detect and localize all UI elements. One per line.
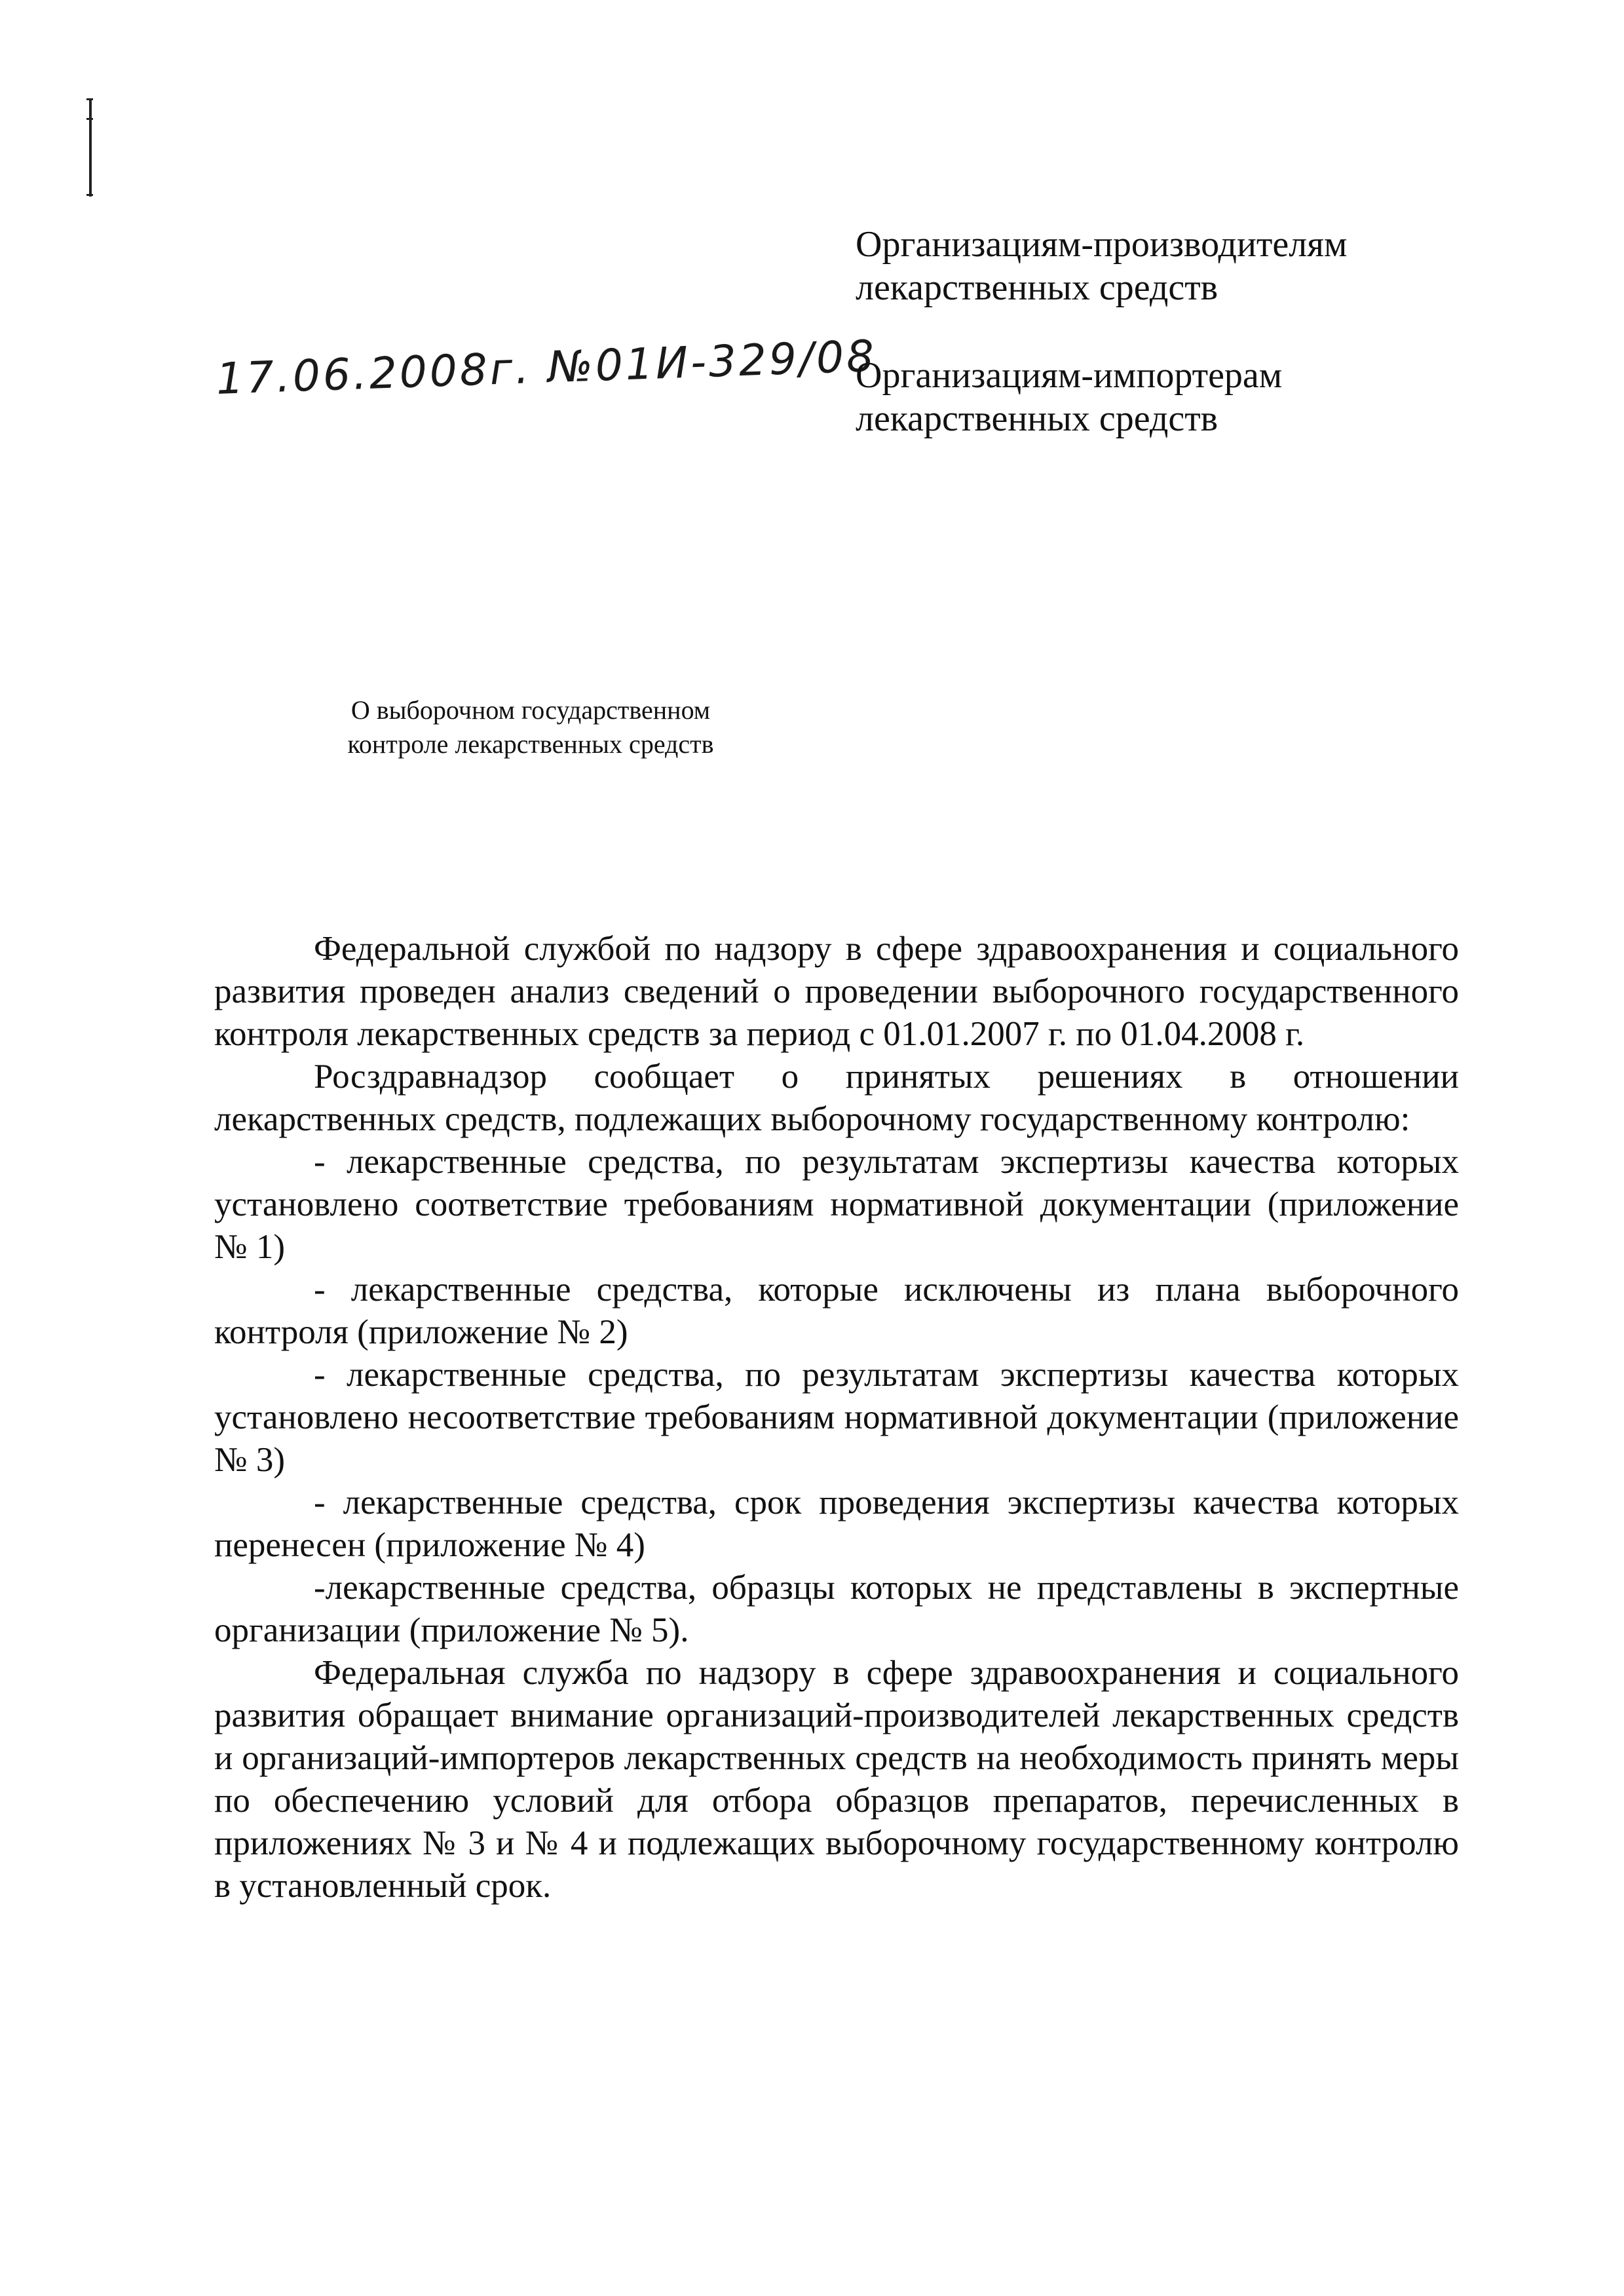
list-item-annex-5: -лекарственные средства, образцы которых не представлены в экспертные организации (приложение № 5). [214, 1569, 1459, 1649]
addressee-line: лекарственных средств [856, 267, 1218, 308]
list-item-annex-4: - лекарственные средства, срок проведения экспертизы качества которых перенесен (приложение № 4) [214, 1483, 1459, 1564]
body-paragraph-closing: Федеральная служба по надзору в сфере здравоохранения и социального развития обращает внимание организаций-производителей лекарственных средств и организаций-импортеров лекарственных средств на необходимость принять меры по обеспечению условий для отбора образцов препаратов, перечисленных в приложениях № 3 и № 4 и подлежащих выборочному государственному контролю в установленный срок. [214, 1654, 1459, 1905]
handwritten-reference-number: 17.06.2008г. №01И-329/08 [215, 330, 878, 404]
margin-binding-tick [86, 194, 93, 196]
subject-line: О выборочном государственном [350, 695, 711, 725]
subject-line: контроле лекарственных средств [347, 729, 714, 759]
list-item-annex-1: - лекарственные средства, по результатам экспертизы качества которых установлено соответствие требованиям нормативной документации (приложение № 1) [214, 1143, 1459, 1266]
addressee-line: Организациям-производителям [856, 224, 1348, 265]
addressee-importers [856, 354, 1445, 440]
margin-binding-mark [89, 98, 92, 197]
margin-binding-tick [86, 98, 93, 100]
body-paragraph-intro: Федеральной службой по надзору в сфере здравоохранения и социального развития проведен анализ сведений о проведении выборочного государственного контроля лекарственных средств за период с 01.01.2007 г. по 01.04.2008 г. [214, 930, 1459, 1053]
letter-body [214, 928, 1459, 1907]
letter-subject [282, 693, 780, 761]
addressee-line: Организациям-импортерам [856, 355, 1283, 396]
margin-binding-tick [86, 118, 93, 120]
addressee-manufacturers [856, 223, 1445, 309]
list-item-annex-2: - лекарственные средства, которые исключены из плана выборочного контроля (приложение № 2) [214, 1271, 1459, 1351]
body-paragraph-decisions: Росздравнадзор сообщает о принятых решениях в отношении лекарственных средств, подлежащих выборочному государственному контролю: [214, 1058, 1459, 1138]
addressee-line: лекарственных средств [856, 398, 1218, 439]
list-item-annex-3: - лекарственные средства, по результатам экспертизы качества которых установлено несоответствие требованиям нормативной документации (приложение № 3) [214, 1356, 1459, 1479]
